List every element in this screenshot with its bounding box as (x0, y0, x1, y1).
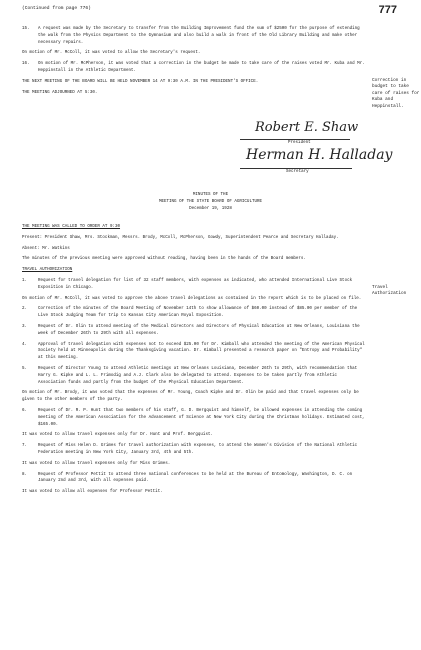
item-text: Correction of the minutes of the Board Meeting of November 14th to show allowance of $60.00 instead of $85.00 per member of the Live Stock Judging Team for trip to Kansas City American Royal Exposition. (38, 307, 358, 319)
item-number: 4. (22, 342, 28, 347)
item-number: 1. (22, 278, 28, 283)
motion-text: It was voted to allow travel expenses only for Miss Grimes. (22, 461, 171, 466)
item-text: Request of Dr. R. P. Hunt that two members of his staff, G. D. Bergquist and himself, be allowed expenses in attending the coming meeting of the American Association for the Advancement of Science at New York City during the Christmas holidays. Estimated cost, $165.00. (38, 408, 365, 427)
item-number: 5. (22, 366, 28, 371)
list-item (22, 26, 367, 46)
motion-text: It was voted to allow travel expenses only for Dr. Hunt and Prof. Bergquist. (22, 433, 213, 438)
motion-text: On motion of Mr. Brody, it was voted that the expenses of Mr. Young, Coach Kipke and Dr. Olin be paid and that travel expenses only be given to the other members of the party. (22, 391, 359, 403)
list-item (22, 324, 367, 338)
secretary-label: Secretary (286, 170, 309, 174)
list-item (22, 366, 367, 386)
called-to-order: THE MEETING WAS CALLED TO ORDER AT 9:30 (22, 225, 121, 229)
minutes-subtitle: MEETING OF THE STATE BOARD OF AGRICULTURE (158, 200, 263, 204)
item-text: Request of Dr. Olin to attend meeting of the Medical Directors and Directors of Physical Education at New Orleans, Louisiana the week of December 26th to 29th with all expenses. (38, 324, 360, 336)
margin-note-travel: Travel Authorization (372, 285, 407, 297)
absent-line: Absent: Mr. Watkins (22, 246, 70, 251)
item-number: 15. (22, 27, 30, 31)
list-item (22, 306, 367, 320)
president-signature: Robert E. Shaw (255, 120, 359, 135)
travel-heading: TRAVEL AUTHORIZATION (22, 268, 73, 273)
signature-line (240, 168, 352, 169)
motion-text: On motion of Mr. McColl, it was voted to approve the above travel delegations as contained in the report which is to be placed on file. (22, 296, 362, 301)
adjourned-note: THE MEETING ADJOURNED AT 5:30. (22, 90, 98, 95)
list-item (22, 61, 367, 75)
item-number: 8. (22, 472, 28, 477)
item-number: 3. (22, 324, 28, 329)
item-number: 6. (22, 408, 28, 413)
item-number: 7. (22, 444, 28, 449)
margin-note-correction: Correction in budget to take care of raises for Kuba and Heppinstall. (372, 78, 420, 109)
secretary-signature: Herman H. Halladay (246, 147, 393, 163)
item-text: Request of Professor Pettit to attend three national conferences to be held at the Bureau of Entomology, Washington, D. C. on January 2nd and 3rd, with all expenses paid. (38, 472, 353, 484)
item-text: Approval of travel delegation with expenses not to exceed $25.00 for Dr. Kimball who attended the meeting of the American Physical Society held at Minneapolis during the Thanksgiving vacation. Dr. Kimball presented a research paper on "Entropy and Probability" at this meeting. (38, 342, 365, 361)
page-number: 777 (378, 4, 397, 16)
list-item (22, 342, 367, 362)
item-text: Request of Miss Helen D. Grimes for travel authorization with expenses, to attend the Women's Division of the National Athletic Federation meeting in New York City, January 3rd, 4th and 5th. (38, 444, 358, 455)
item-text: Request of Director Young to attend Athletic meetings at New Orleans Louisiana, December 26th to 29th, with recommendation that Harry G. Kipke and L. L. Frimodig and A.J. Clark also be delegated to attend. Expenses to be taken partly from Athletic Association funds and partly from the budget of the Physical Education Department. (38, 366, 358, 385)
motion-text: On motion of Mr. McColl, it was voted to allow the Secretary's request. (22, 51, 201, 56)
president-label: President (288, 141, 311, 145)
minutes-date: December 19, 1928 (189, 207, 232, 211)
list-item (22, 408, 367, 428)
item-text: On motion of Mr. McPherson, it was voted that a correction in the budget be made to take care of the raises voted Mr. Kuba and Mr. Heppinstall in the Athletic Department. (38, 62, 365, 73)
item-text: Request for travel delegation for list of 32 staff members, with expenses as indicated, who attended International Live Stock Exposition in Chicago. (38, 278, 353, 290)
list-item (22, 278, 367, 292)
item-number: 2. (22, 307, 28, 312)
continued-note: (Continued from page 776) (22, 6, 91, 11)
present-line: Present: President Shaw, Mrs. Stockman, Messrs. Brody, McColl, McPherson, Gowdy, Superintendent Pearce and Secretary Halladay. (22, 235, 339, 240)
minutes-body (22, 224, 367, 500)
motion-text: It was voted to allow all expenses for Professor Pettit. (22, 490, 163, 495)
item-number: 16. (22, 62, 30, 67)
minutes-title: MINUTES OF THE (192, 193, 229, 197)
item-text: A request was made by the Secretary to transfer from the Building Improvement fund the sum of $2500 for the purpose of extending the walk from the Physics Department to the Gymnasium and also build a walk in front of the Old Library Building and make other necessary repairs. (38, 27, 360, 45)
list-item (22, 443, 367, 457)
next-meeting-note: THE NEXT MEETING OF THE BOARD WILL BE HELD NOVEMBER 14 AT 9:30 A.M. IN THE PRESIDENT'S OFFICE. (22, 79, 259, 84)
previous-minutes-line: The minutes of the previous meeting were approved without reading, having been in the hands of the Board members. (22, 257, 306, 262)
signature-line (240, 139, 350, 140)
list-item (22, 472, 367, 486)
top-section (22, 26, 367, 100)
